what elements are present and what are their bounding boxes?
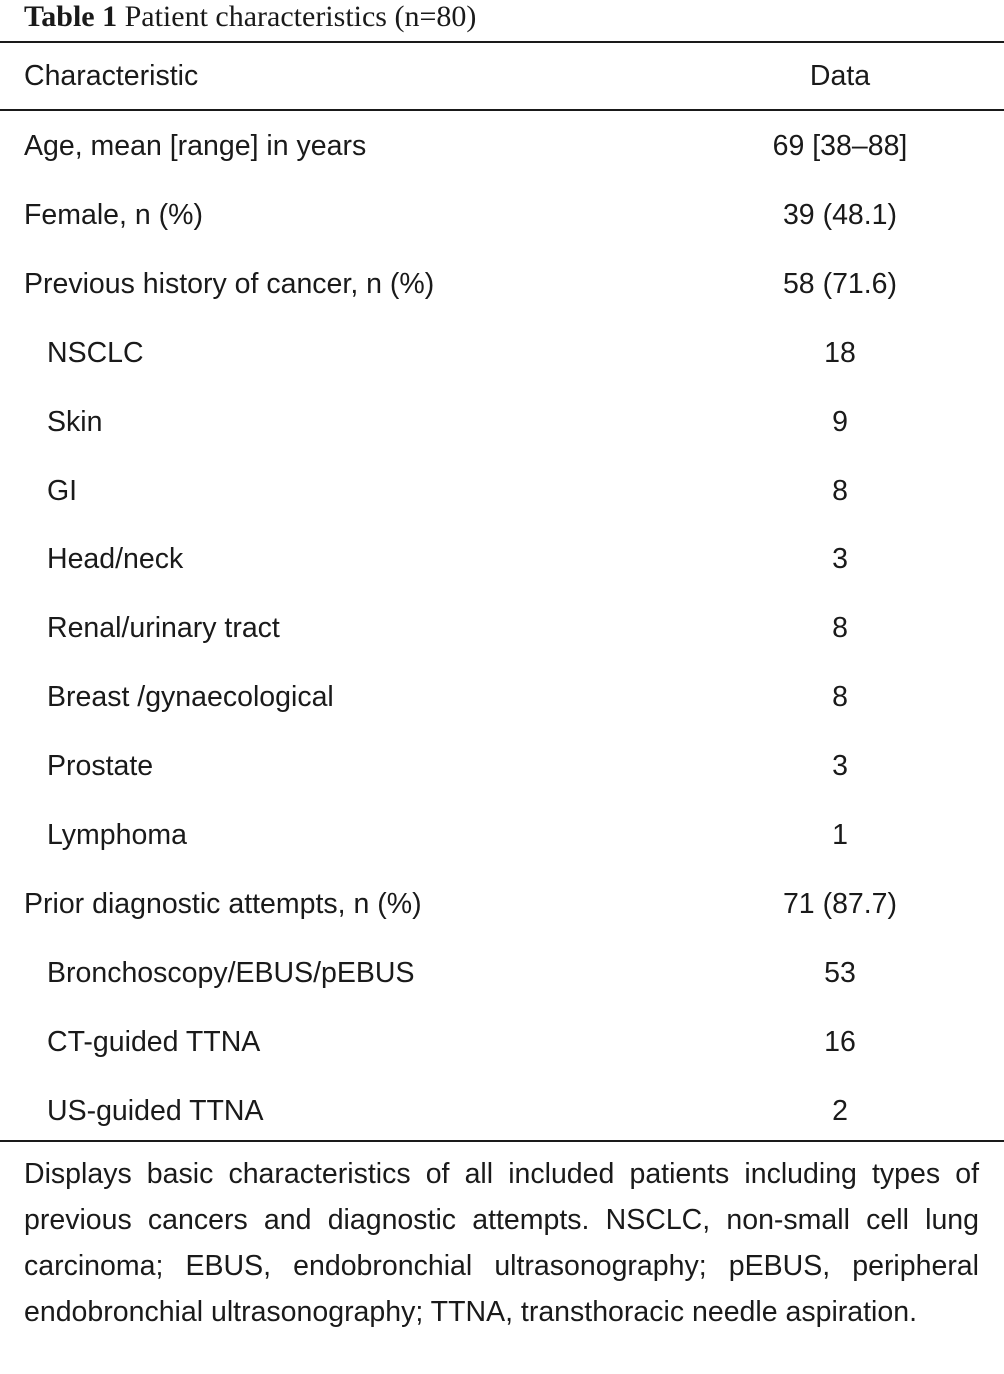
bottom-rule [0, 1140, 1004, 1142]
table-row [0, 319, 1004, 387]
row-label: Prostate [47, 750, 154, 783]
table-row [0, 388, 1004, 456]
table-row [0, 663, 1004, 731]
table-row [0, 732, 1004, 800]
row-value: 8 [832, 612, 848, 645]
row-label: Breast /gynaecological [47, 681, 334, 714]
row-label: Head/neck [47, 543, 184, 576]
table-title: Patient characteristics (n=80) [124, 0, 477, 33]
row-value: 39 (48.1) [782, 198, 898, 231]
row-value: 2 [832, 1094, 848, 1127]
table-row [0, 181, 1004, 249]
table-footnote: Displays basic characteristics of all included patients including types of previous cancers and diagnostic attempts. NSCLC, non-small cell lung carcinoma; EBUS, endobronchial ultrasonography; pEBUS, peripheral endobronchial ultrasonography; TTNA, transthoracic needle aspiration. [24, 1158, 979, 1328]
row-value: 3 [832, 543, 848, 576]
row-label: Skin [47, 405, 103, 438]
row-value: 58 (71.6) [782, 267, 898, 300]
row-value: 71 (87.7) [782, 887, 898, 920]
header-characteristic: Characteristic [24, 60, 199, 92]
row-label: Female, n (%) [24, 198, 203, 231]
row-value: 69 [38–88] [772, 130, 908, 162]
row-label: US-guided TTNA [47, 1094, 264, 1127]
row-value: 3 [832, 750, 848, 783]
row-label: Previous history of cancer, n (%) [24, 267, 435, 300]
row-value: 1 [832, 819, 848, 851]
row-label: Lymphoma [47, 819, 187, 851]
table-row [0, 870, 1004, 938]
table-row [0, 801, 1004, 869]
header-row [0, 42, 1004, 110]
row-label: CT-guided TTNA [47, 1025, 261, 1058]
row-label: Age, mean [range] in years [24, 130, 367, 162]
row-label: Prior diagnostic attempts, n (%) [24, 887, 422, 920]
row-label: GI [47, 474, 78, 507]
row-label: NSCLC [47, 336, 144, 369]
table-row [0, 1077, 1004, 1145]
row-value: 16 [824, 1025, 856, 1058]
table-row [0, 250, 1004, 318]
row-value: 53 [824, 956, 856, 989]
table-row [0, 457, 1004, 525]
row-label: Bronchoscopy/EBUS/pEBUS [47, 956, 415, 989]
row-value: 8 [832, 681, 848, 714]
table-number: Table 1 [24, 0, 118, 33]
table-row [0, 594, 1004, 662]
header-rule [0, 109, 1004, 111]
table-row [0, 112, 1004, 180]
table-caption [24, 0, 476, 40]
row-value: 8 [832, 474, 848, 507]
header-data: Data [809, 60, 871, 92]
table-row [0, 939, 1004, 1007]
row-label: Renal/urinary tract [47, 612, 280, 645]
table-row [0, 525, 1004, 593]
row-value: 9 [832, 405, 848, 438]
row-value: 18 [824, 336, 856, 369]
table-row [0, 1008, 1004, 1076]
